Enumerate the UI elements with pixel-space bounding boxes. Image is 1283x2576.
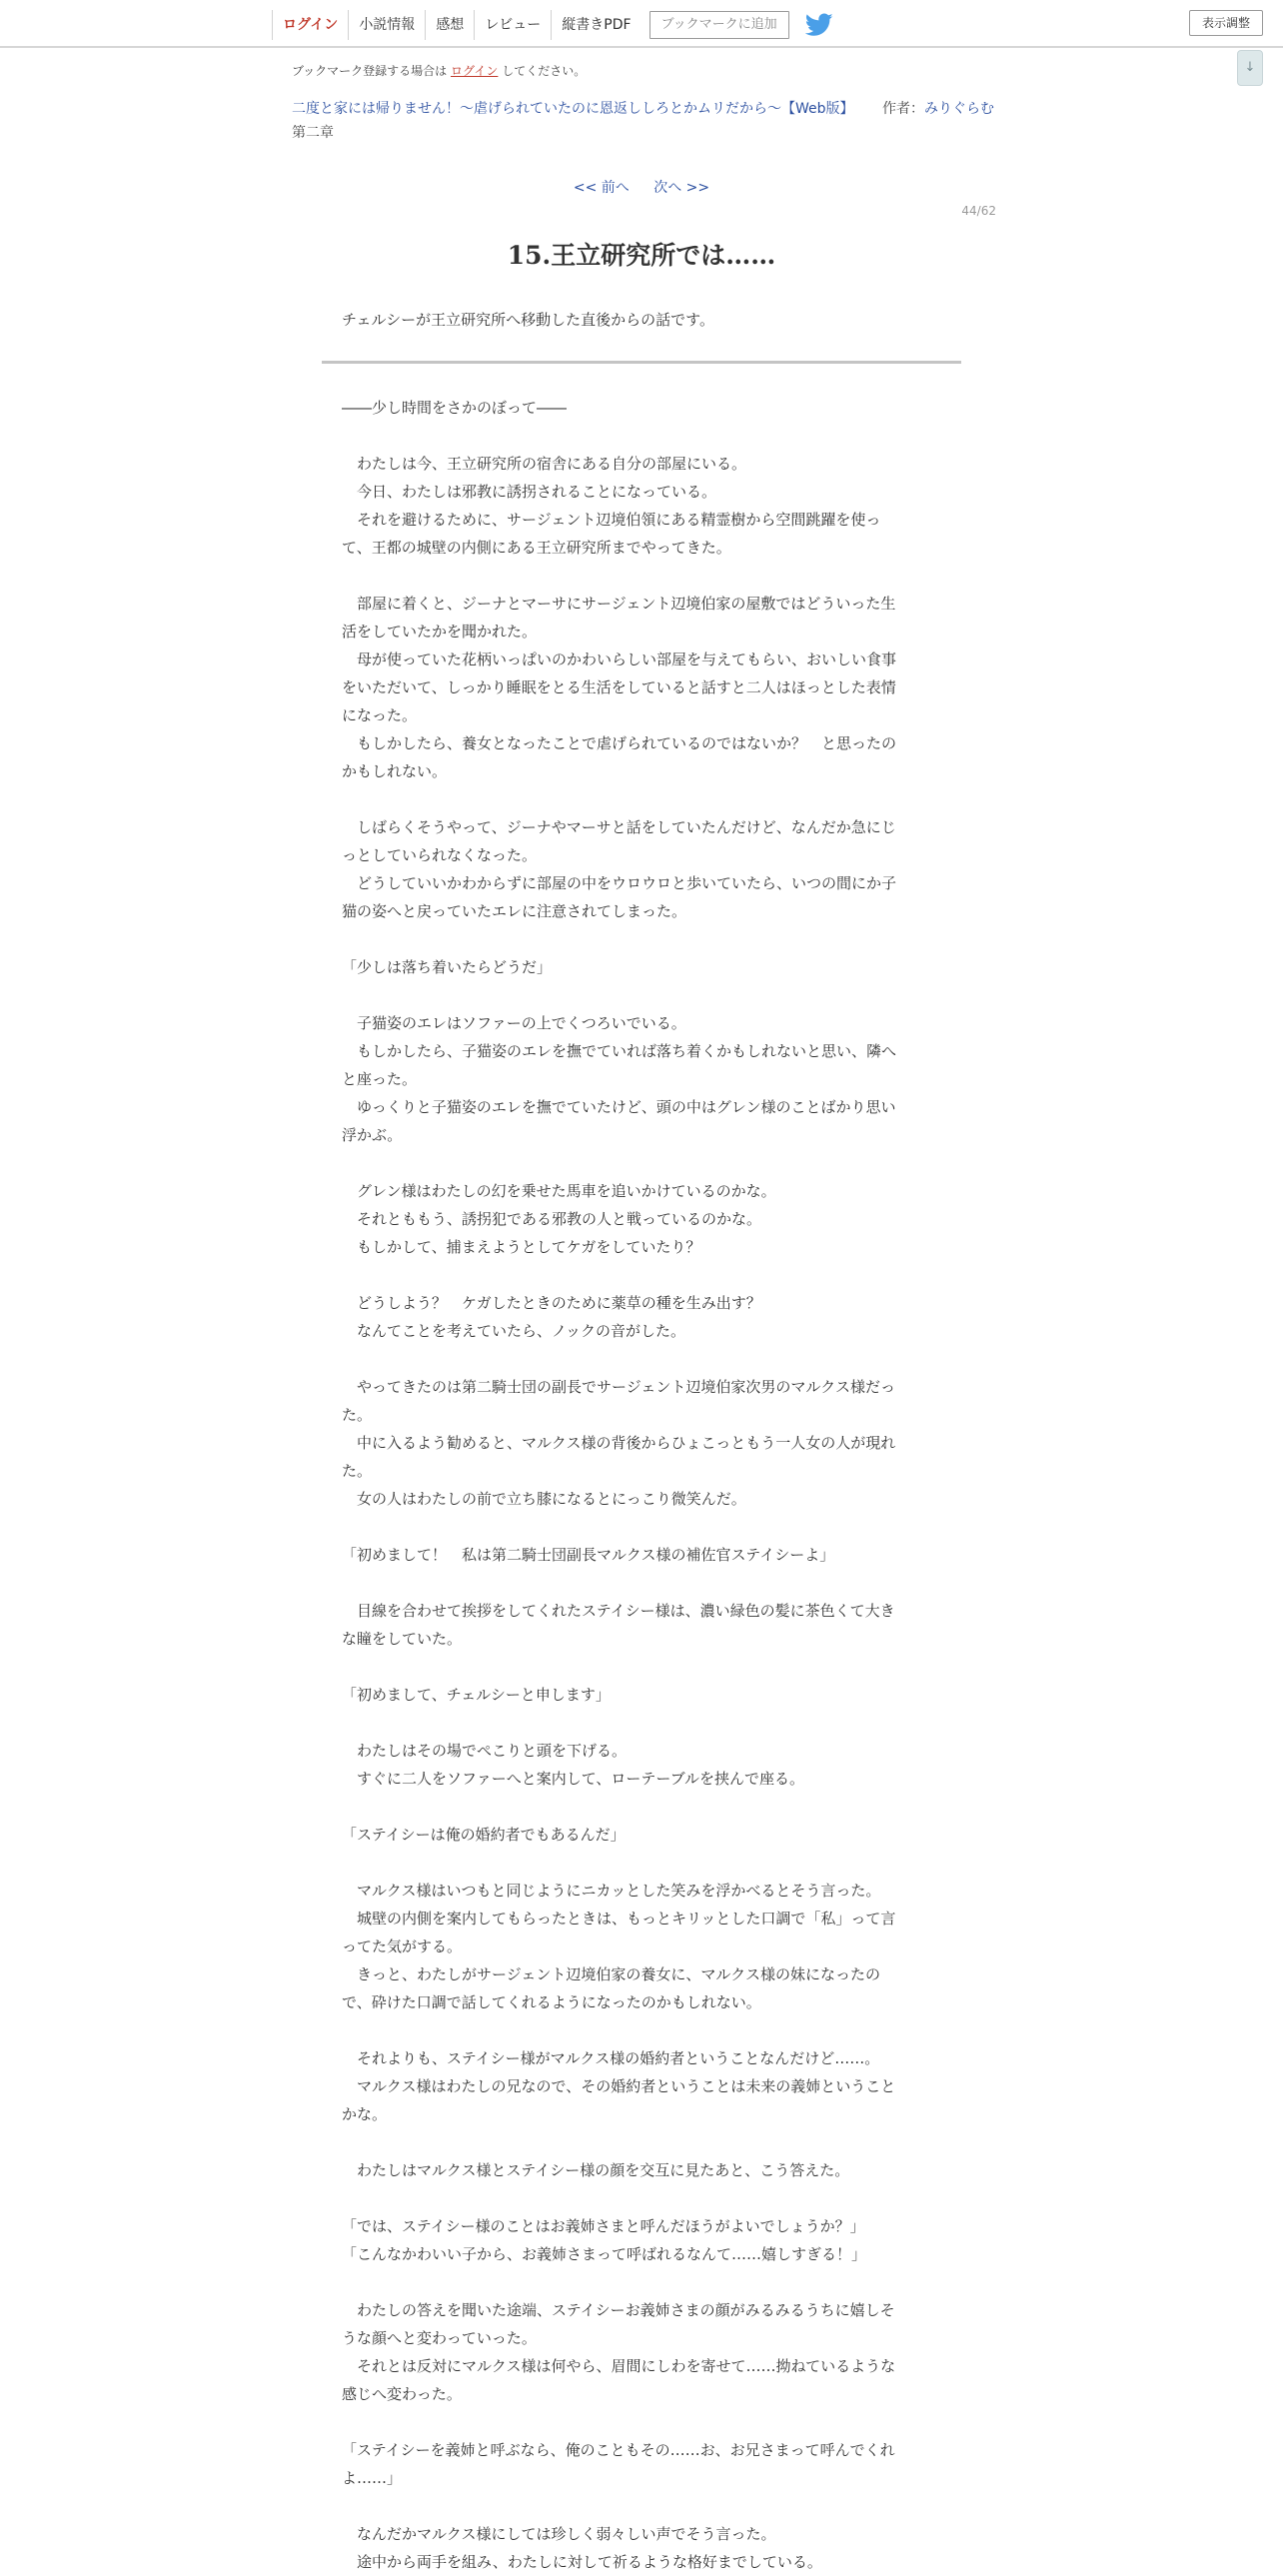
nav-novel-info-link[interactable]: 小説情報	[348, 10, 425, 40]
body-paragraph: 母が使っていた花柄いっぱいのかわいらしい部屋を与えてもらい、おいしい食事	[342, 650, 897, 668]
body-paragraph: もしかして、捕まえようとしてケガをしていたり？	[342, 1238, 701, 1256]
notice-login-link[interactable]: ログイン	[451, 64, 499, 78]
body-paragraph: ――少し時間をさかのぼって――	[342, 399, 568, 417]
body-paragraph	[342, 1149, 941, 1177]
body-paragraph: グレン様はわたしの幻を乗せた馬車を追いかけているのかな。	[342, 1182, 776, 1200]
body-paragraph: 「ステイシーは俺の婚約者でもあるんだ」	[342, 1826, 626, 1844]
body-paragraph: しばらくそうやって、ジーナやマーサと話をしていたんだけど、なんだか急にじ	[342, 818, 896, 836]
body-paragraph	[342, 1345, 941, 1373]
body-paragraph: わたしはマルクス様とステイシー様の顔を交互に見たあと、こう答えた。	[342, 2161, 850, 2179]
body-paragraph: よ……」	[342, 2469, 403, 2487]
body-paragraph	[342, 562, 941, 590]
body-paragraph: 浮かぶ。	[342, 1126, 403, 1144]
body-paragraph: マルクス様はわたしの兄なので、その婚約者ということは未来の義姉ということ	[342, 2077, 896, 2095]
body-paragraph: 今日、わたしは邪教に誘拐されることになっている。	[342, 483, 717, 501]
nav-vertical-pdf-link[interactable]: 縦書きPDF	[551, 10, 641, 40]
nav-list	[272, 8, 833, 42]
body-paragraph: っとしていられなくなった。	[342, 846, 538, 864]
body-paragraph: 「初めまして！ 私は第二騎士団副長マルクス様の補佐官ステイシーよ」	[342, 1546, 835, 1564]
body-paragraph: 目線を合わせて挨拶をしてくれたステイシー様は、濃い緑色の髪に茶色くて大き	[342, 1602, 895, 1620]
body-paragraph: わたしは今、王立研究所の宿舎にある自分の部屋にいる。	[342, 455, 747, 473]
body-paragraph: ってた気がする。	[342, 1937, 463, 1955]
body-paragraph	[342, 1849, 941, 1877]
body-paragraph: 中に入るよう勧めると、マルクス様の背後からひょこっともう一人女の人が現れ	[342, 1434, 896, 1452]
body-paragraph: それよりも、ステイシー様がマルクス様の婚約者ということなんだけど……。	[342, 2049, 880, 2067]
novel-title-link[interactable]: 二度と家には帰りません！～虐げられていたのに恩返ししろとかムリだから～【Web版】	[292, 101, 854, 117]
notice-before-text: ブックマーク登録する場合は	[292, 64, 448, 78]
body-paragraph: それとは反対にマルクス様は何やら、眉間にしわを寄せて……拗ねているような	[342, 2357, 896, 2375]
scroll-down-button[interactable]: ↓	[1237, 50, 1263, 86]
nav-review-link[interactable]: レビュー	[474, 10, 551, 40]
body-paragraph: もしかしたら、子猫姿のエレを撫でていれば落ち着くかもしれないと思い、隣へ	[342, 1042, 897, 1060]
body-paragraph: どうしよう？ ケガしたときのために薬草の種を生み出す？	[342, 1294, 761, 1312]
body-paragraph: かもしれない。	[342, 762, 448, 780]
body-paragraph: 「ステイシーを義姉と呼ぶなら、俺のこともその……お、お兄さまって呼んでくれ	[342, 2441, 895, 2459]
nav-login-link[interactable]: ログイン	[272, 10, 348, 40]
notice-after-text: してください。	[502, 64, 587, 78]
body-paragraph: で、砕けた口調で話してくれるようになったのかもしれない。	[342, 1993, 761, 2011]
page-number: 44/62	[961, 204, 996, 218]
body-paragraph: 子猫姿のエレはソファーの上でくつろいでいる。	[342, 1014, 686, 1032]
body-paragraph	[342, 981, 941, 1009]
body-paragraph: かな。	[342, 2105, 388, 2123]
body-paragraph: どうしていいかわからずに部屋の中をウロウロと歩いていたら、いつの間にか子	[342, 874, 897, 892]
body-paragraph	[342, 2184, 941, 2212]
body-paragraph: ゆっくりと子猫姿のエレを撫でていたけど、頭の中はグレン様のことばかり思い	[342, 1098, 896, 1116]
body-paragraph	[342, 2128, 941, 2156]
body-paragraph: やってきたのは第二騎士団の副長でサージェント辺境伯家次男のマルクス様だっ	[342, 1378, 895, 1396]
body-paragraph	[342, 1653, 941, 1681]
episode-body	[342, 394, 941, 2576]
body-paragraph	[342, 1569, 941, 1597]
episode-title: 15.王立研究所では……	[507, 241, 776, 270]
chapter-title: 第二章	[292, 125, 334, 141]
body-paragraph: きっと、わたしがサージェント辺境伯家の養女に、マルクス様の妹になったの	[342, 1965, 880, 1983]
body-paragraph: もしかしたら、養女となったことで虐げられているのではないか？ と思ったの	[342, 734, 897, 752]
body-paragraph	[342, 2408, 941, 2436]
display-settings-button[interactable]: 表示調整	[1189, 10, 1263, 36]
body-paragraph: 「こんなかわいい子から、お義姉さまって呼ばれるなんて……嬉しすぎる！」	[342, 2245, 867, 2263]
body-paragraph: すぐに二人をソファーへと案内して、ローテーブルを挟んで座る。	[342, 1770, 805, 1788]
nav-impressions-link[interactable]: 感想	[425, 10, 474, 40]
body-paragraph	[342, 785, 941, 813]
body-paragraph	[342, 925, 941, 953]
bookmark-notice	[292, 62, 586, 79]
preface-divider	[322, 361, 961, 364]
body-paragraph: と座った。	[342, 1070, 418, 1088]
body-paragraph	[342, 2016, 941, 2044]
twitter-icon[interactable]	[805, 13, 833, 37]
body-paragraph: た。	[342, 1462, 373, 1480]
body-paragraph: 途中から両手を組み、わたしに対して祈るような格好までしている。	[342, 2553, 822, 2571]
body-paragraph: なんてことを考えていたら、ノックの音がした。	[342, 1322, 685, 1340]
author-label: 作者：	[881, 101, 924, 117]
body-paragraph	[342, 2268, 941, 2296]
body-paragraph: た。	[342, 1406, 373, 1424]
body-paragraph: て、王都の城壁の内側にある王立研究所までやってきた。	[342, 539, 731, 557]
body-paragraph	[342, 1709, 941, 1737]
episode-preface: チェルシーが王立研究所へ移動した直後からの話です。	[342, 311, 714, 329]
body-paragraph: 感じへ変わった。	[342, 2385, 462, 2403]
body-paragraph: マルクス様はいつもと同じようにニカッとした笑みを浮かべるとそう言った。	[342, 1882, 881, 1900]
body-paragraph	[342, 422, 941, 450]
body-paragraph: 女の人はわたしの前で立ち膝になるとにっこり微笑んだ。	[342, 1490, 746, 1508]
body-paragraph: 城壁の内側を案内してもらったときは、もっとキリッとした口調で「私」って言	[342, 1910, 896, 1928]
author-link[interactable]: みりぐらむ	[923, 101, 994, 117]
next-episode-link[interactable]: 次へ >>	[653, 180, 710, 196]
prev-episode-link[interactable]: << 前へ	[573, 180, 630, 196]
body-paragraph: 「少しは落ち着いたらどうだ」	[342, 958, 553, 976]
body-paragraph	[342, 1513, 941, 1541]
body-paragraph: それを避けるために、サージェント辺境伯領にある精霊樹から空間跳躍を使っ	[342, 511, 881, 529]
body-paragraph: をいただいて、しっかり睡眠をとる生活をしていると話すと二人はほっとした表情	[342, 678, 896, 696]
top-navigation-bar	[0, 0, 1283, 48]
body-paragraph	[342, 1261, 941, 1289]
body-paragraph: わたしはその場でぺこりと頭を下げる。	[342, 1742, 628, 1760]
body-paragraph: な瞳をしていた。	[342, 1630, 463, 1648]
body-paragraph: になった。	[342, 706, 418, 724]
body-paragraph	[342, 2492, 941, 2520]
body-paragraph: うな顔へと変わっていった。	[342, 2329, 537, 2347]
body-paragraph: なんだかマルクス様にしては珍しく弱々しい声でそう言った。	[342, 2525, 776, 2543]
body-paragraph: 「では、ステイシー様のことはお義姉さまと呼んだほうがよいでしょうか？」	[342, 2217, 865, 2235]
body-paragraph: 猫の姿へと戻っていたエレに注意されてしまった。	[342, 902, 687, 920]
episode-pager	[0, 177, 1283, 197]
body-paragraph: 部屋に着くと、ジーナとマーサにサージェント辺境伯家の屋敷ではどういった生	[342, 595, 896, 613]
body-paragraph: 「初めまして、チェルシーと申します」	[342, 1686, 611, 1704]
body-paragraph: わたしの答えを聞いた途端、ステイシーお義姉さまの顔がみるみるうちに嬉しそ	[342, 2301, 895, 2319]
body-paragraph: それとももう、誘拐犯である邪教の人と戦っているのかな。	[342, 1210, 762, 1228]
novel-header	[292, 98, 994, 118]
bookmark-add-button[interactable]: ブックマークに追加	[649, 11, 789, 39]
body-paragraph: 活をしていたかを聞かれた。	[342, 623, 538, 641]
body-paragraph	[342, 1793, 941, 1821]
